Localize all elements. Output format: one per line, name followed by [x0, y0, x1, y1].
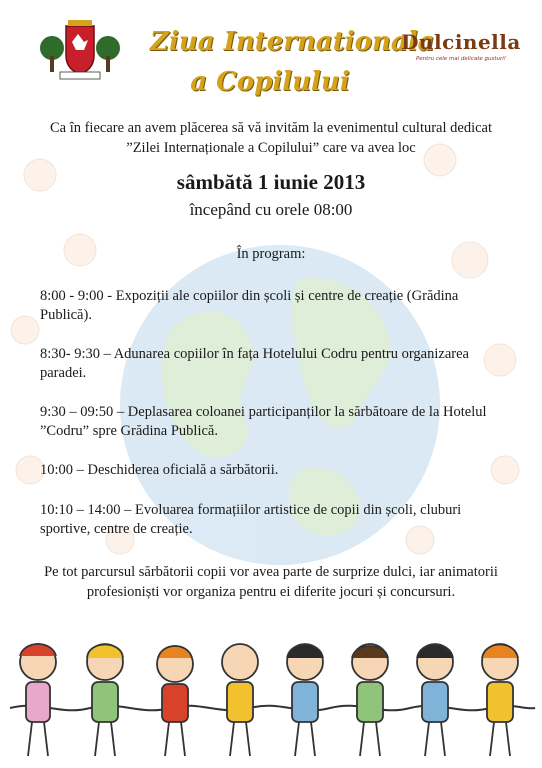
sponsor-logo [396, 30, 526, 62]
closing-text: Pe tot parcursul sărbătorii copii vor avea parte de surprize dulci, iar animatorii profesioniști vor organiza pentru ei diferite jocuri și concursuri. [44, 564, 498, 600]
sponsor-name: Dulcinella [401, 30, 521, 54]
program-item: 10:00 – Deschiderea oficială a sărbătorii. [40, 462, 279, 478]
sponsor-tagline: Pentru cele mai delicate gusturi! [415, 56, 506, 62]
event-start-time: începând cu orele 08:00 [189, 200, 353, 219]
program-heading: În program: [236, 246, 306, 262]
program-item: 9:30 – 09:50 – Deplasarea coloanei participanților la sărbătoare de la Hotelul ”Codru” spre Grădina Publică. [40, 404, 487, 439]
city-crest-logo [38, 20, 122, 82]
program-item: 10:10 – 14:00 – Evoluarea formațiilor artistice de copii din școli, cluburi sportive, centre de creație. [40, 502, 462, 537]
intro-text: Ca în fiecare an avem plăcerea să vă invităm la evenimentul cultural dedicat ”Zilei Internaționale a Copilului” care va avea loc [49, 120, 493, 156]
event-title-line1: Ziua Internationala [150, 27, 435, 57]
event-date: sâmbătă 1 iunie 2013 [176, 170, 366, 194]
children-illustration [0, 630, 542, 768]
program-item: 8:30- 9:30 – Adunarea copiilor în fața Hotelului Codru pentru organizarea paradei. [40, 346, 469, 381]
program-item: 8:00 - 9:00 - Expoziții ale copiilor din școli și centre de creație (Grădina Publică). [40, 288, 459, 323]
event-title [150, 22, 435, 102]
event-title-line2: a Copilului [190, 67, 350, 97]
